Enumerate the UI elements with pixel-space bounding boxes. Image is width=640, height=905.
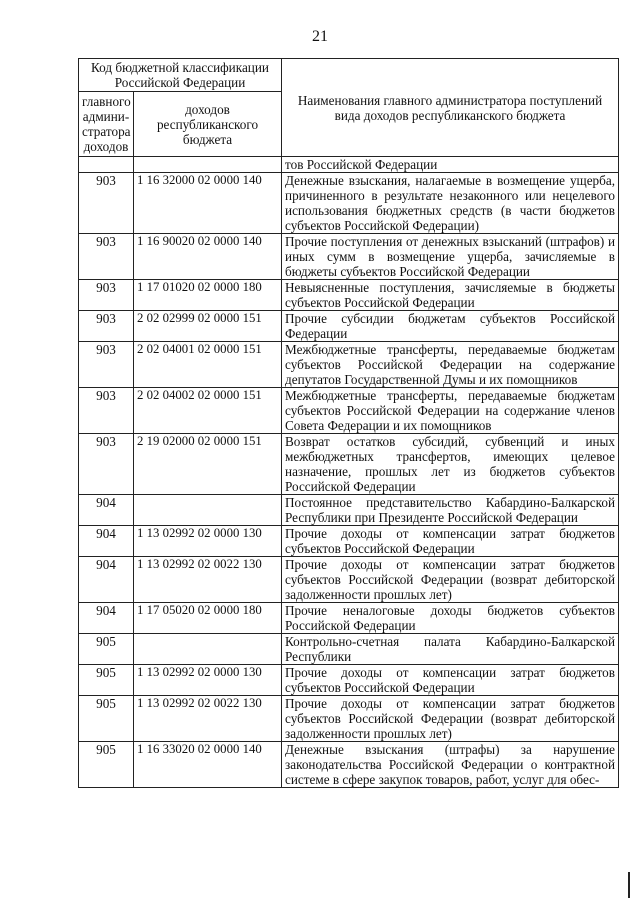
table-row <box>79 696 619 742</box>
table-row <box>79 526 619 557</box>
table-row <box>79 234 619 280</box>
admin-code-cell: 903 <box>79 388 134 434</box>
table-row <box>79 311 619 342</box>
income-name-cell: Контрольно-счетная палата Кабардино-Балкарской Республики <box>282 634 619 665</box>
admin-code-cell: 903 <box>79 280 134 311</box>
income-code-cell: 2 02 04002 02 0000 151 <box>134 388 282 434</box>
income-code-cell: 1 13 02992 02 0022 130 <box>134 696 282 742</box>
income-name-cell: Прочие поступления от денежных взысканий (штрафов) и иных сумм в возмещение ущерба, зачисляемые в бюджеты субъектов Российской Федерации <box>282 234 619 280</box>
admin-code-cell: 905 <box>79 634 134 665</box>
table-row <box>79 342 619 388</box>
admin-code-cell: 905 <box>79 742 134 788</box>
table-row <box>79 495 619 526</box>
table-row <box>79 742 619 788</box>
income-name-cell: Возврат остатков субсидий, субвенций и иных межбюджетных трансфертов, имеющих целевое назначение, прошлых лет из бюджетов субъектов Российской Федерации <box>282 434 619 495</box>
income-code-cell: 1 13 02992 02 0022 130 <box>134 557 282 603</box>
income-code-cell: 1 17 05020 02 0000 180 <box>134 603 282 634</box>
page-number: 21 <box>312 28 328 45</box>
income-code-cell: 2 02 02999 02 0000 151 <box>134 311 282 342</box>
table-row <box>79 173 619 234</box>
admin-code-cell: 904 <box>79 557 134 603</box>
admin-code-cell: 903 <box>79 173 134 234</box>
table-row <box>79 557 619 603</box>
admin-code-cell: 905 <box>79 665 134 696</box>
table-row <box>79 157 619 173</box>
table-row <box>79 434 619 495</box>
income-name-cell: Прочие неналоговые доходы бюджетов субъектов Российской Федерации <box>282 603 619 634</box>
income-name-cell: Денежные взыскания (штрафы) за нарушение законодательства Российской Федерации о контрактной системе в сфере закупок товаров, работ, услуг для обес- <box>282 742 619 788</box>
income-code-cell: 1 16 32000 02 0000 140 <box>134 173 282 234</box>
budget-classification-table <box>78 58 619 788</box>
income-name-cell: Постоянное представительство Кабардино-Балкарской Республики при Президенте Российской Федерации <box>282 495 619 526</box>
income-name-cell: Прочие доходы от компенсации затрат бюджетов субъектов Российской Федерации (возврат дебиторской задолженности прошлых лет) <box>282 696 619 742</box>
income-code-cell <box>134 634 282 665</box>
admin-code-cell: 903 <box>79 234 134 280</box>
income-code-cell: 1 17 01020 02 0000 180 <box>134 280 282 311</box>
table-row <box>79 603 619 634</box>
income-name-cell: Прочие субсидии бюджетам субъектов Российской Федерации <box>282 311 619 342</box>
admin-code-cell: 904 <box>79 603 134 634</box>
income-code-cell: 1 13 02992 02 0000 130 <box>134 526 282 557</box>
admin-code-cell: 904 <box>79 526 134 557</box>
admin-code-cell: 903 <box>79 311 134 342</box>
margin-mark <box>628 872 630 898</box>
table-row <box>79 634 619 665</box>
admin-code-cell: 905 <box>79 696 134 742</box>
income-code-cell: 1 16 33020 02 0000 140 <box>134 742 282 788</box>
admin-code-cell: 903 <box>79 342 134 388</box>
income-code-cell: 1 16 90020 02 0000 140 <box>134 234 282 280</box>
table-body <box>79 157 619 788</box>
income-code-cell: 2 19 02000 02 0000 151 <box>134 434 282 495</box>
header-col-admin: главного админи-стратора доходов <box>79 92 134 157</box>
income-code-cell: 2 02 04001 02 0000 151 <box>134 342 282 388</box>
income-name-cell: Прочие доходы от компенсации затрат бюджетов субъектов Российской Федерации <box>282 526 619 557</box>
header-col-code: доходов республиканского бюджета <box>134 92 282 157</box>
income-name-cell: Денежные взыскания, налагаемые в возмещение ущерба, причиненного в результате незаконного или нецелевого использования бюджетных средств (в части бюджетов субъектов Российской Федерации) <box>282 173 619 234</box>
table-row <box>79 280 619 311</box>
income-name-cell: тов Российской Федерации <box>282 157 619 173</box>
table-row <box>79 388 619 434</box>
header-row-group <box>79 59 619 92</box>
income-code-cell: 1 13 02992 02 0000 130 <box>134 665 282 696</box>
income-code-cell <box>134 157 282 173</box>
header-col-name: Наименования главного администратора поступлений вида доходов республиканского бюджета <box>282 59 619 157</box>
income-name-cell: Прочие доходы от компенсации затрат бюджетов субъектов Российской Федерации <box>282 665 619 696</box>
header-group-label: Код бюджетной классификации Российской Федерации <box>79 59 282 92</box>
income-name-cell: Межбюджетные трансферты, передаваемые бюджетам субъектов Российской Федерации на содержание депутатов Государственной Думы и их помощников <box>282 342 619 388</box>
table-row <box>79 665 619 696</box>
income-code-cell <box>134 495 282 526</box>
income-name-cell: Прочие доходы от компенсации затрат бюджетов субъектов Российской Федерации (возврат дебиторской задолженности прошлых лет) <box>282 557 619 603</box>
income-name-cell: Невыясненные поступления, зачисляемые в бюджеты субъектов Российской Федерации <box>282 280 619 311</box>
admin-code-cell: 904 <box>79 495 134 526</box>
income-name-cell: Межбюджетные трансферты, передаваемые бюджетам субъектов Российской Федерации на содержание членов Совета Федерации и их помощников <box>282 388 619 434</box>
admin-code-cell <box>79 157 134 173</box>
admin-code-cell: 903 <box>79 434 134 495</box>
